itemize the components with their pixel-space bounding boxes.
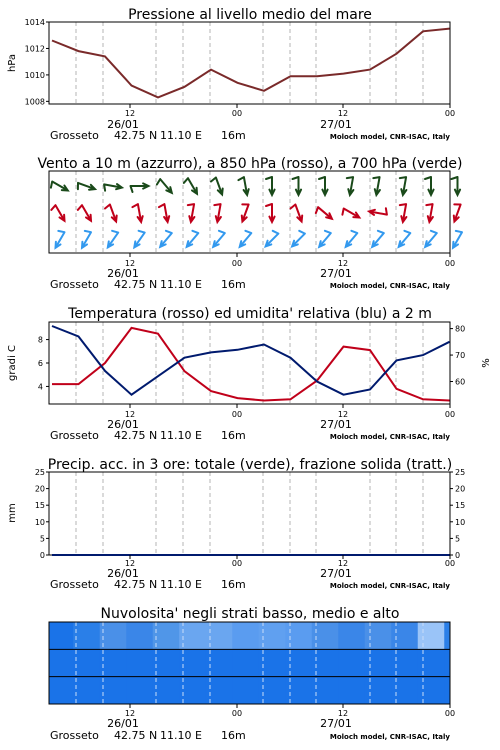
wind-10m-arrow: [187, 231, 199, 247]
date-label: 26/01: [107, 267, 139, 280]
cloud-cell: [100, 622, 127, 649]
wind-850-arrow: [426, 204, 433, 222]
y2-tick-label: 25: [455, 468, 466, 477]
wind-10m-arrow: [56, 231, 65, 248]
cloud-cell: [73, 649, 100, 676]
location-name: Grosseto: [50, 129, 99, 142]
wind-10m-arrow: [134, 231, 144, 248]
location-lon: 11.10 E: [160, 578, 202, 591]
wind-850-arrow: [188, 204, 195, 222]
wind-850-arrow: [105, 205, 117, 222]
time-tick-label: 00: [444, 709, 456, 718]
model-credit: Moloch model, CNR-ISAC, Italy: [329, 282, 450, 290]
pressure-line: [52, 29, 450, 98]
wind-850-arrow: [266, 204, 275, 222]
time-tick-label: 12: [124, 559, 136, 568]
location-lat: 42.75 N: [114, 429, 158, 442]
time-tick-label: 00: [444, 410, 456, 419]
date-label: 27/01: [320, 267, 352, 280]
y2-tick-label: 20: [455, 484, 466, 494]
wind-10m-arrow: [319, 231, 331, 247]
pressure-panel: [7, 7, 455, 142]
wind-850-arrow: [78, 205, 91, 221]
chart-title: Precip. acc. in 3 ore: totale (verde), frazione solida (tratt.): [47, 457, 453, 473]
wind-850-arrow: [369, 208, 387, 215]
wind-850-arrow: [454, 204, 461, 221]
y-tick-label: 1014: [24, 18, 45, 27]
y2-tick-label: 0: [455, 551, 461, 560]
temperature-humidity-panel: [7, 306, 492, 442]
date-label: 26/01: [107, 418, 139, 431]
cloud-cell: [153, 649, 180, 676]
cloud-cell: [285, 649, 312, 676]
chart-title: Nuvolosita' negli strati basso, medio e alto: [100, 606, 400, 622]
wind-700-arrow: [211, 178, 223, 195]
cloud-cell: [365, 649, 392, 676]
wind-700-arrow: [319, 177, 328, 195]
wind-700-arrow: [452, 177, 461, 195]
wind-850-arrow: [159, 204, 169, 222]
y-tick-label: 15: [34, 501, 45, 511]
wind-10m-arrow: [160, 231, 172, 247]
time-tick-label: 12: [124, 709, 136, 718]
date-label: 27/01: [320, 717, 352, 730]
y-axis-label: hPa: [7, 53, 18, 73]
model-credit: Moloch model, CNR-ISAC, Italy: [329, 433, 450, 441]
wind-700-arrow: [347, 177, 354, 195]
cloud-cell: [391, 649, 418, 676]
wind-700-arrow: [184, 178, 197, 194]
cloud-cell: [391, 677, 418, 704]
location-name: Grosseto: [50, 729, 99, 742]
wind-10m-arrow: [399, 231, 411, 247]
wind-700-arrow: [238, 177, 248, 195]
location-name: Grosseto: [50, 429, 99, 442]
cloud-cell: [365, 677, 392, 704]
y-tick-label: 1010: [24, 70, 45, 80]
time-tick-label: 00: [444, 259, 456, 268]
y-tick-label: 5: [39, 534, 45, 544]
time-tick-label: 12: [337, 709, 349, 718]
wind-panel: [37, 156, 462, 291]
model-credit: Moloch model, CNR-ISAC, Italy: [329, 582, 450, 590]
cloud-cell: [338, 622, 365, 649]
cloud-cell: [338, 677, 365, 704]
y-tick-label: 6: [37, 359, 43, 368]
y-axis-label: gradi C: [7, 345, 18, 381]
cloud-cell: [73, 677, 100, 704]
wind-700-arrow: [78, 183, 95, 190]
location-elevation: 16m: [221, 429, 246, 442]
time-tick-label: 12: [124, 109, 136, 118]
cloud-cell: [100, 649, 127, 676]
time-tick-label: 00: [444, 109, 456, 118]
cloud-cell: [126, 649, 153, 676]
wind-850-arrow: [291, 205, 303, 222]
plot-frame: [49, 22, 450, 104]
wind-10m-arrow: [346, 231, 358, 247]
location-elevation: 16m: [221, 129, 246, 142]
wind-10m-arrow: [213, 231, 225, 247]
time-tick-label: 12: [337, 559, 349, 568]
location-lat: 42.75 N: [114, 278, 158, 291]
location-name: Grosseto: [50, 278, 99, 291]
y2-tick-label: 15: [455, 501, 466, 511]
location-lon: 11.10 E: [160, 429, 202, 442]
cloud-cell: [418, 622, 445, 649]
location-lon: 11.10 E: [160, 278, 202, 291]
wind-10m-arrow: [453, 231, 462, 248]
humidity-line: [52, 326, 450, 395]
y2-tick-label: 70: [455, 351, 466, 361]
location-elevation: 16m: [221, 278, 246, 291]
y2-tick-label: 5: [455, 534, 461, 544]
y-tick-label: 10: [34, 517, 45, 527]
cloud-cell: [153, 677, 180, 704]
plot-frame: [49, 472, 450, 555]
date-label: 27/01: [320, 567, 352, 580]
temperature-line: [52, 328, 450, 401]
location-lat: 42.75 N: [114, 129, 158, 142]
wind-850-arrow: [51, 205, 64, 221]
wind-700-arrow: [425, 177, 434, 195]
cloud-cover-panel: [49, 606, 455, 742]
wind-850-arrow: [132, 204, 142, 222]
cloud-cell: [153, 622, 180, 649]
wind-850-arrow: [400, 204, 407, 222]
y-tick-label: 0: [39, 551, 45, 560]
wind-850-arrow: [316, 207, 332, 219]
y2-axis-label: %: [481, 358, 492, 368]
wind-700-arrow: [293, 177, 302, 195]
y2-tick-label: 10: [455, 517, 466, 527]
location-lon: 11.10 E: [160, 129, 202, 142]
wind-850-arrow: [242, 204, 249, 221]
cloud-cell: [49, 622, 74, 649]
location-name: Grosseto: [50, 578, 99, 591]
y-tick-label: 1012: [24, 44, 45, 54]
wind-10m-arrow: [292, 231, 305, 247]
cloud-cell: [49, 677, 74, 704]
y-tick-label: 20: [34, 484, 45, 494]
y-tick-label: 4: [37, 382, 43, 392]
y-tick-label: 25: [34, 468, 45, 477]
time-tick-label: 00: [231, 559, 243, 568]
time-tick-label: 12: [337, 109, 349, 118]
wind-10m-arrow: [425, 231, 437, 247]
location-elevation: 16m: [221, 729, 246, 742]
time-tick-label: 00: [231, 410, 243, 419]
cloud-cell: [338, 649, 365, 676]
location-lat: 42.75 N: [114, 729, 158, 742]
cloud-cell: [232, 649, 259, 676]
chart-title: Vento a 10 m (azzurro), a 850 hPa (rosso), a 700 hPa (verde): [37, 156, 463, 172]
cloud-cell: [126, 677, 153, 704]
location-lon: 11.10 E: [160, 729, 202, 742]
chart-title: Pressione al livello medio del mare: [128, 7, 372, 23]
date-label: 27/01: [320, 418, 352, 431]
cloud-cell: [126, 622, 153, 649]
wind-700-arrow: [131, 183, 149, 192]
time-tick-label: 00: [231, 259, 243, 268]
time-tick-label: 12: [124, 259, 136, 268]
wind-850-arrow: [214, 204, 221, 222]
cloud-cell: [285, 677, 312, 704]
time-tick-label: 12: [124, 410, 136, 419]
plot-frame: [49, 322, 450, 404]
cloud-cell: [49, 649, 74, 676]
y2-tick-label: 60: [455, 377, 466, 387]
location-elevation: 16m: [221, 578, 246, 591]
y-tick-label: 1008: [24, 97, 45, 107]
y2-tick-label: 80: [455, 324, 466, 334]
cloud-cell: [391, 622, 418, 649]
date-label: 26/01: [107, 118, 139, 131]
time-tick-label: 12: [337, 410, 349, 419]
cloud-cell: [418, 649, 445, 676]
cloud-cell: [232, 677, 259, 704]
cloud-cell: [418, 677, 445, 704]
time-tick-label: 00: [231, 109, 243, 118]
cloud-cell: [285, 622, 312, 649]
cloud-cell: [365, 622, 392, 649]
y-axis-label: mm: [7, 503, 18, 523]
wind-10m-arrow: [372, 231, 384, 247]
date-label: 27/01: [320, 118, 352, 131]
wind-700-arrow: [373, 177, 380, 195]
wind-10m-arrow: [108, 231, 118, 248]
wind-10m-arrow: [82, 231, 91, 248]
cloud-cell: [73, 622, 100, 649]
wind-700-arrow: [51, 182, 68, 191]
time-tick-label: 12: [337, 259, 349, 268]
date-label: 26/01: [107, 717, 139, 730]
wind-700-arrow: [266, 177, 275, 195]
precipitation-panel: [7, 457, 465, 591]
wind-850-arrow: [342, 209, 359, 218]
model-credit: Moloch model, CNR-ISAC, Italy: [329, 733, 450, 741]
wind-700-arrow: [104, 184, 122, 191]
wind-700-arrow: [400, 177, 407, 195]
cloud-cell: [232, 622, 259, 649]
time-tick-label: 00: [231, 709, 243, 718]
wind-700-arrow: [157, 179, 172, 193]
location-lat: 42.75 N: [114, 578, 158, 591]
wind-10m-arrow: [240, 231, 252, 247]
model-credit: Moloch model, CNR-ISAC, Italy: [329, 133, 450, 141]
date-label: 26/01: [107, 567, 139, 580]
wind-10m-arrow: [266, 231, 279, 247]
y-tick-label: 8: [37, 335, 43, 345]
time-tick-label: 00: [444, 559, 456, 568]
chart-title: Temperatura (rosso) ed umidita' relativa (blu) a 2 m: [68, 306, 432, 322]
cloud-cell: [100, 677, 127, 704]
